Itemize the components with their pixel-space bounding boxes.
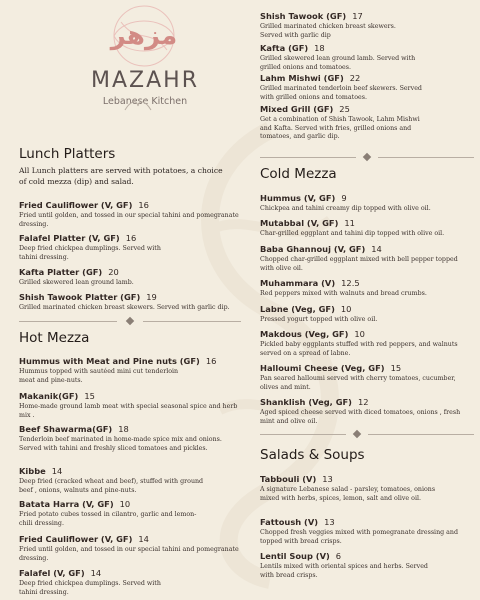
item-price: 18	[118, 424, 129, 434]
item-name: Fried Cauliflower (V, GF)	[19, 534, 133, 544]
lunch-platters-title: Lunch Platters	[19, 146, 116, 162]
item-description: Chickpea and tahini creamy dip topped with olive oil.	[260, 205, 431, 212]
item-description: Chopped char-grilled eggplant mixed with bell pepper topped with olive oil.	[260, 256, 458, 272]
menu-item	[260, 544, 430, 580]
item-description: Aged spiced cheese served with diced tomatoes, onions , fresh mint and olive oil.	[260, 409, 461, 425]
item-name: Hummus (V, GF)	[260, 193, 336, 203]
menu-item	[19, 417, 234, 453]
item-price: 18	[314, 43, 325, 53]
brand-name: MAZAHR	[91, 68, 199, 93]
item-description: Grilled skewered lean ground lamb.	[19, 279, 134, 286]
item-price: 16	[138, 200, 149, 210]
item-description: Pickled baby eggplants stuffed with red peppers, and walnuts served on a spread of labne.	[260, 341, 458, 357]
item-price: 14	[90, 568, 102, 578]
menu-item	[19, 459, 214, 495]
menu-item	[19, 285, 241, 313]
menu-item	[19, 349, 217, 385]
item-price: 6	[335, 551, 342, 561]
item-price: 10	[119, 499, 131, 509]
diamond-icon	[353, 430, 361, 438]
logo	[81, 4, 221, 112]
item-price: 13	[324, 517, 335, 527]
item-description: Red peppers mixed with walnuts and bread crumbs.	[260, 290, 427, 297]
item-description: Deep fried chickpea dumplings. Served with tahini dressing.	[19, 245, 161, 261]
ornament-icon	[123, 100, 153, 112]
diamond-icon	[126, 317, 134, 325]
menu-item	[19, 193, 239, 229]
item-price: 9	[341, 193, 347, 203]
item-name: Muhammara (V)	[260, 278, 336, 288]
item-description: Grilled marinated chicken breast skewers. Served with garlic dip.	[19, 304, 230, 311]
item-price: 17	[352, 11, 363, 21]
diamond-icon	[363, 153, 371, 161]
menu-item	[19, 561, 169, 597]
hot-mezza-title: Hot Mezza	[19, 330, 90, 346]
item-description: Lentils mixed with oriental spices and herbs. Served with bread crisps.	[260, 563, 428, 579]
item-price: 15	[84, 391, 95, 401]
menu-item	[260, 211, 474, 239]
item-description: Fried until golden, and tossed in our special tahini and pomegranate dressing.	[19, 546, 239, 562]
item-name: Kafta (GF)	[260, 43, 309, 53]
item-name: Baba Ghannouj (V, GF)	[260, 244, 366, 254]
item-price: 12	[357, 397, 369, 407]
item-price: 15	[390, 363, 402, 373]
item-name: Kafta Platter (GF)	[19, 267, 103, 277]
item-description: Tenderloin beef marinated in home-made spice mix and onions. Served with tahini and freshly sliced tomatoes and pickles.	[19, 436, 222, 452]
item-description: Deep fried (cracked wheat and beef), stuffed with ground beef , onions, walnuts and pine-nuts.	[19, 478, 204, 494]
item-name: Makdous (Veg, GF)	[260, 329, 349, 339]
item-price: 16	[205, 356, 217, 366]
item-name: Hummus with Meat and Pine nuts (GF)	[19, 356, 200, 366]
menu-item	[19, 492, 204, 528]
item-name: Falafel Platter (V, GF)	[19, 233, 120, 243]
item-price: 13	[322, 474, 333, 484]
menu-item	[19, 527, 239, 563]
item-price: 16	[125, 233, 137, 243]
brand-subtitle: Lebanese Kitchen	[102, 96, 188, 107]
item-name: Shish Tawook Platter (GF)	[19, 292, 141, 302]
item-name: Shanklish (Veg, GF)	[260, 397, 352, 407]
section-divider	[260, 430, 474, 438]
item-price: 14	[138, 534, 149, 544]
cold-mezza-title: Cold Mezza	[260, 166, 337, 182]
item-name: Shish Tawook (GF)	[260, 11, 347, 21]
menu-item	[260, 297, 474, 325]
item-price: 12.5	[341, 278, 360, 288]
item-price: 10	[340, 304, 352, 314]
menu-item	[260, 390, 474, 426]
item-name: Beef Shawarma(GF)	[19, 424, 113, 434]
item-price: 14	[51, 466, 63, 476]
menu-item	[260, 186, 474, 214]
item-name: Mixed Grill (GF)	[260, 104, 334, 114]
salads-soups-title: Salads & Soups	[260, 447, 365, 463]
item-name: Makanik(GF)	[19, 391, 79, 401]
menu-item	[260, 4, 460, 40]
item-description: Pan seared halloumi served with cherry tomatoes, cucumber, olives and mint.	[260, 375, 456, 391]
item-price: 25	[339, 104, 350, 114]
item-name: Halloumi Cheese (Veg, GF)	[260, 363, 385, 373]
lunch-intro: All Lunch platters are served with potatoes, a choice of cold mezza (dip) and salad.	[19, 166, 223, 186]
item-name: Mutabbal (V, GF)	[260, 218, 339, 228]
item-name: Tabbouli (V)	[260, 474, 317, 484]
menu-item	[260, 467, 455, 503]
item-description: Grilled marinated chicken breast skewers. Served with garlic dip	[260, 23, 396, 39]
item-description: Deep fried chickpea dumplings. Served with tahini dressing.	[19, 580, 161, 596]
section-divider	[260, 153, 474, 161]
item-name: Lentil Soup (V)	[260, 551, 330, 561]
section-divider	[19, 317, 241, 325]
item-name: Batata Harra (V, GF)	[19, 499, 114, 509]
item-description: A signature Lebanese salad - parsley, tomatoes, onions mixed with herbs, spices, lemon, salt and olive oil.	[260, 486, 436, 502]
menu-item	[19, 260, 239, 288]
menu-item	[260, 97, 430, 142]
menu-item	[260, 322, 474, 358]
item-price: 14	[371, 244, 382, 254]
item-price: 10	[354, 329, 365, 339]
item-name: Labne (Veg, GF)	[260, 304, 335, 314]
item-name: Falafel (V, GF)	[19, 568, 85, 578]
menu-item	[19, 226, 169, 262]
item-price: 11	[344, 218, 355, 228]
item-description: Home-made ground lamb meat with special seasonal spice and herb mix .	[19, 403, 238, 419]
item-description: Fried potato cubes tossed in cilantro, garlic and lemon-chili dressing.	[19, 511, 197, 527]
menu-item	[260, 356, 474, 392]
item-description: Grilled skewered lean ground lamb. Served with grilled onions and tomatoes.	[260, 55, 416, 71]
logo-emblem-icon	[101, 4, 187, 68]
item-description: Pressed yogurt topped with olive oil.	[260, 316, 378, 323]
item-description: Chopped fresh veggies mixed with pomegranate dressing and topped with bread crisps.	[260, 529, 459, 545]
logo-arabic-text: مزهر	[110, 21, 178, 51]
item-price: 19	[146, 292, 157, 302]
item-name: Fried Cauliflower (V, GF)	[19, 200, 133, 210]
menu-item	[260, 271, 474, 299]
item-price: 20	[108, 267, 119, 277]
item-description: Hummus topped with sautéed mini cut tenderloin meat and pine-nuts.	[19, 368, 179, 384]
item-name: Lahm Mishwi (GF)	[260, 73, 344, 83]
menu-item	[260, 510, 460, 546]
item-description: Char-grilled eggplant and tahini dip topped with olive oil.	[260, 230, 445, 237]
item-description: Get a combination of Shish Tawook, Lahm Mishwi and Kafta. Served with fries, grilled onions and tomatoes, and garlic dip.	[260, 116, 420, 141]
menu-item	[260, 237, 465, 273]
item-name: Kibbe	[19, 466, 46, 476]
item-description: Grilled marinated tenderloin beef skewers. Served with grilled onions and tomatoes.	[260, 85, 422, 101]
item-price: 22	[349, 73, 361, 83]
item-description: Fried until golden, and tossed in our special tahini and pomegranate dressing.	[19, 212, 239, 228]
menu-item	[19, 384, 239, 420]
item-name: Fattoush (V)	[260, 517, 319, 527]
